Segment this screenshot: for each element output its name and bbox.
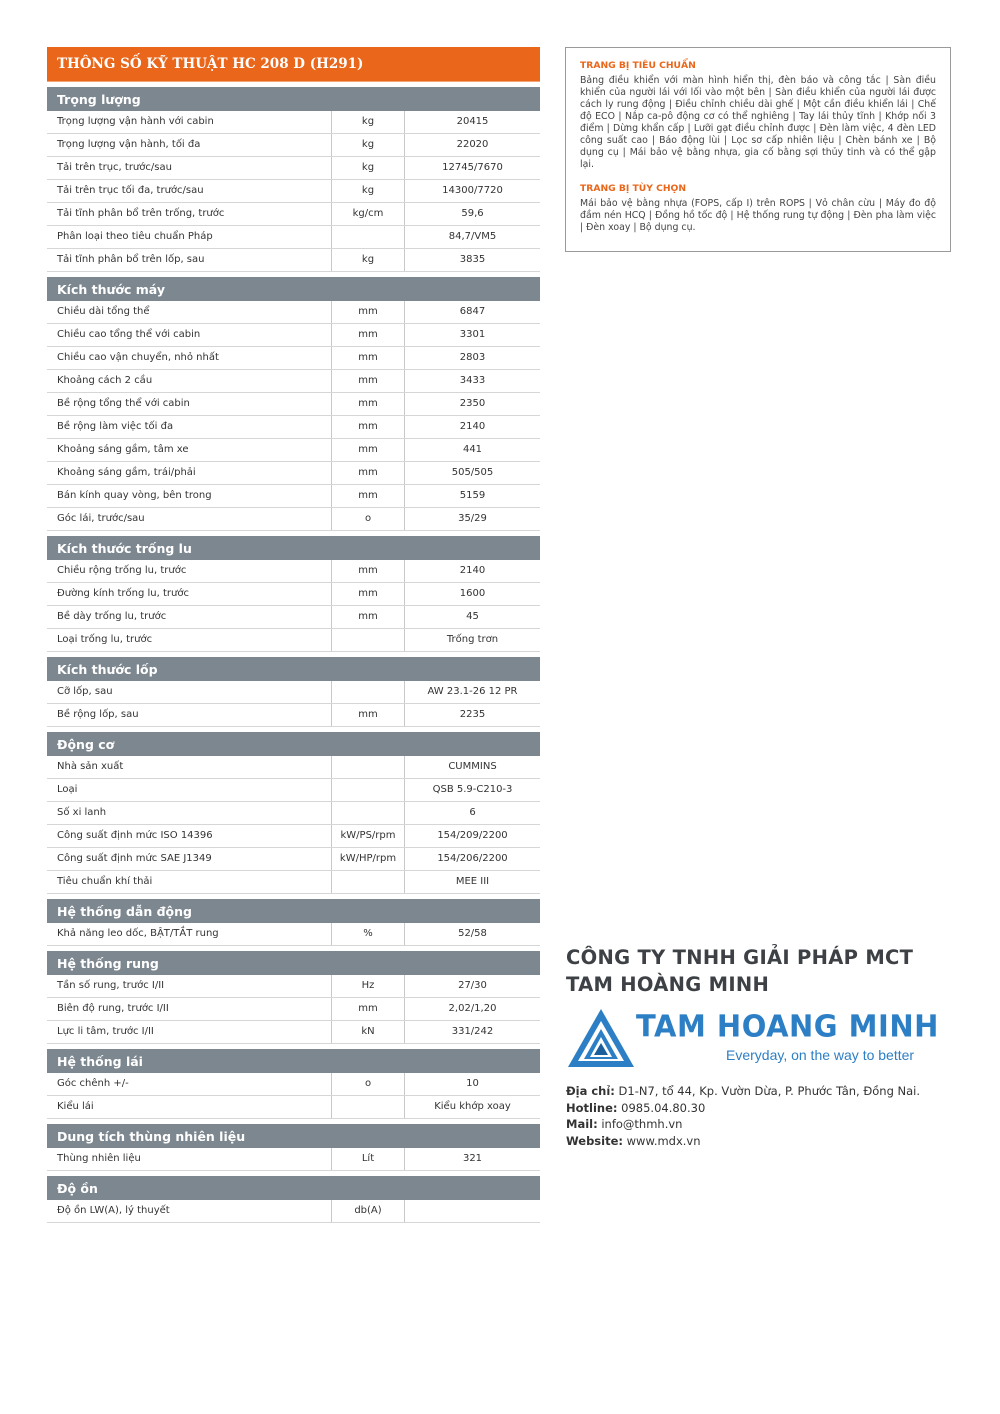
spec-row [47, 629, 540, 652]
spec-unit: kg/cm [331, 203, 405, 225]
spec-value: 2140 [459, 421, 486, 432]
spec-row [47, 560, 540, 583]
spec-label: Chiều dài tổng thể [57, 306, 150, 317]
spec-label: Phân loại theo tiêu chuẩn Pháp [57, 231, 213, 242]
spec-row [47, 111, 540, 134]
spec-label: Cỡ lốp, sau [57, 686, 113, 697]
spec-unit: mm [331, 606, 405, 628]
address-label: Địa chỉ: [566, 1084, 615, 1098]
spec-value: AW 23.1-26 12 PR [427, 686, 518, 697]
spec-value: 3835 [459, 254, 486, 265]
spec-value: 2803 [459, 352, 486, 363]
spec-unit: mm [331, 439, 405, 461]
spec-label: Tải trên trục, trước/sau [57, 162, 172, 173]
spec-row [47, 1148, 540, 1171]
spec-row [47, 923, 540, 946]
spec-value: 6 [469, 807, 476, 818]
spec-unit: mm [331, 485, 405, 507]
spec-row [47, 347, 540, 370]
standard-equipment-heading: TRANG BỊ TIÊU CHUẨN [580, 60, 696, 71]
spec-label: Tải tĩnh phân bổ trên lốp, sau [57, 254, 205, 265]
spec-row [47, 1200, 540, 1223]
spec-value: 441 [462, 444, 483, 455]
spec-value: Trống trơn [446, 634, 499, 645]
spec-row [47, 508, 540, 531]
optional-equipment-text: Mái bảo vệ bằng nhựa (FOPS, cấp I) trên ROPS | Vỏ chân cừu | Máy đo độ đầm nén HCQ | Đồng hồ tốc độ | Hệ thống rung tự động | Đèn pha làm việc | Đèn xoay | Bộ dụng cụ. [580, 198, 936, 233]
spec-row [47, 681, 540, 704]
spec-row [47, 249, 540, 272]
spec-label: Độ ồn LW(A), lý thuyết [57, 1205, 170, 1216]
spec-unit: mm [331, 560, 405, 582]
spec-row [47, 704, 540, 727]
spec-row [47, 802, 540, 825]
spec-value: 20415 [456, 116, 489, 127]
spec-row [47, 301, 540, 324]
spec-label: Biên độ rung, trước I/II [57, 1003, 169, 1014]
website-line [566, 1133, 966, 1150]
spec-unit [331, 226, 405, 248]
spec-value: 22020 [456, 139, 489, 150]
address-line [566, 1083, 966, 1100]
spec-label: Khoảng sáng gầm, trái/phải [57, 467, 196, 478]
spec-row [47, 871, 540, 894]
spec-value: 14300/7720 [442, 185, 503, 196]
spec-value: 2235 [459, 709, 486, 720]
spec-label: Bề rộng lốp, sau [57, 709, 139, 720]
spec-row [47, 439, 540, 462]
spec-label: Lực li tâm, trước I/II [57, 1026, 154, 1037]
company-name-line2: TAM HOÀNG MINH [566, 973, 770, 996]
spec-value: 2,02/1,20 [448, 1003, 497, 1014]
spec-value: 45 [466, 611, 479, 622]
spec-unit: db(A) [331, 1200, 405, 1222]
spec-unit: o [331, 508, 405, 530]
spec-row [47, 180, 540, 203]
mail-label: Mail: [566, 1117, 598, 1131]
spec-value: 154/206/2200 [437, 853, 508, 864]
spec-unit: mm [331, 704, 405, 726]
section-heading: Độ ồn [47, 1176, 540, 1200]
spec-unit: mm [331, 998, 405, 1020]
spec-value [405, 1200, 540, 1222]
spec-value: 321 [462, 1153, 483, 1164]
spec-row [47, 462, 540, 485]
spec-unit: kW/HP/rpm [331, 848, 405, 870]
spec-unit: kg [331, 180, 405, 202]
section-heading: Hệ thống lái [47, 1049, 540, 1073]
spec-label: Tải trên trục tối đa, trước/sau [57, 185, 204, 196]
spec-unit [331, 681, 405, 703]
spec-unit: kN [331, 1021, 405, 1043]
spec-label: Tiêu chuẩn khí thải [57, 876, 153, 887]
spec-unit: kW/PS/rpm [331, 825, 405, 847]
spec-label: Góc chênh +/- [57, 1078, 129, 1089]
spec-row [47, 226, 540, 249]
company-block [566, 944, 966, 1149]
spec-row [47, 583, 540, 606]
hotline-label: Hotline: [566, 1100, 618, 1115]
spec-row [47, 485, 540, 508]
spec-row [47, 157, 540, 180]
spec-row [47, 848, 540, 871]
section-heading: Trọng lượng [47, 87, 540, 111]
company-name-line1: CÔNG TY TNHH GIẢI PHÁP MCT [566, 946, 914, 969]
spec-unit: mm [331, 416, 405, 438]
spec-title: THÔNG SỐ KỸ THUẬT HC 208 D (H291) [47, 47, 540, 82]
section-heading: Kích thước lốp [47, 657, 540, 681]
spec-row [47, 416, 540, 439]
spec-value: 5159 [459, 490, 486, 501]
spec-body [47, 87, 540, 1223]
spec-value: 27/30 [458, 980, 487, 991]
spec-row [47, 1021, 540, 1044]
spec-unit [331, 779, 405, 801]
spec-row [47, 975, 540, 998]
spec-unit: mm [331, 324, 405, 346]
spec-label: Công suất định mức ISO 14396 [57, 830, 213, 841]
spec-label: Bề rộng làm việc tối đa [57, 421, 174, 432]
spec-unit: kg [331, 134, 405, 156]
section-heading: Hệ thống dẫn động [47, 899, 540, 923]
spec-value: MEE III [455, 876, 490, 887]
equipment-box [565, 47, 951, 252]
mail-line [566, 1116, 966, 1133]
spec-row [47, 203, 540, 226]
spec-unit: Hz [331, 975, 405, 997]
section-heading: Kích thước trống lu [47, 536, 540, 560]
spec-unit: % [331, 923, 405, 945]
spec-value: QSB 5.9-C210-3 [432, 784, 513, 795]
spec-value: 505/505 [451, 467, 494, 478]
spec-label: Trọng lượng vận hành, tối đa [57, 139, 201, 150]
spec-row [47, 606, 540, 629]
spec-unit: kg [331, 249, 405, 271]
spec-unit [331, 871, 405, 893]
spec-label: Loại [57, 784, 78, 795]
spec-value: 52/58 [458, 928, 487, 939]
spec-row [47, 324, 540, 347]
contact-info [566, 1083, 966, 1149]
spec-label: Khoảng cách 2 cầu [57, 375, 153, 386]
spec-table [47, 47, 540, 1223]
spec-row [47, 393, 540, 416]
spec-label: Nhà sản xuất [57, 761, 124, 772]
hotline-value[interactable]: 0985.04.80.30 [621, 1100, 706, 1115]
logo-wordmark: TAM HOANG MINH [636, 1008, 939, 1044]
spec-value: 35/29 [458, 513, 487, 524]
spec-row [47, 1073, 540, 1096]
spec-label: Trọng lượng vận hành với cabin [57, 116, 214, 127]
spec-value: 331/242 [451, 1026, 494, 1037]
spec-unit: mm [331, 301, 405, 323]
spec-value: 1600 [459, 588, 486, 599]
spec-label: Khoảng sáng gầm, tâm xe [57, 444, 189, 455]
website-label: Website: [566, 1133, 623, 1148]
spec-row [47, 1096, 540, 1119]
logo-tagline: Everyday, on the way to better [726, 1047, 915, 1063]
hotline-line [566, 1100, 966, 1117]
spec-value: 154/209/2200 [437, 830, 508, 841]
spec-label: Chiều cao vận chuyển, nhỏ nhất [57, 352, 219, 363]
spec-value: 2140 [459, 565, 486, 576]
spec-label: Số xi lanh [57, 807, 107, 818]
spec-unit: mm [331, 370, 405, 392]
spec-value: CUMMINS [448, 761, 497, 772]
spec-unit: kg [331, 157, 405, 179]
address-value: D1-N7, tổ 44, Kp. Vườn Dừa, P. Phước Tân, Đồng Nai. [618, 1084, 921, 1098]
spec-unit [331, 629, 405, 651]
spec-row [47, 134, 540, 157]
spec-label: Chiều rộng trống lu, trước [57, 565, 187, 576]
spec-label: Khả năng leo dốc, BẬT/TẮT rung [57, 928, 219, 939]
spec-label: Bề dày trống lu, trước [57, 611, 167, 622]
spec-label: Tải tĩnh phân bổ trên trống, trước [57, 208, 225, 219]
spec-unit: mm [331, 583, 405, 605]
spec-label: Bán kính quay vòng, bên trong [57, 490, 212, 501]
spec-row [47, 756, 540, 779]
spec-unit: Lít [331, 1148, 405, 1170]
spec-unit [331, 802, 405, 824]
spec-label: Công suất định mức SAE J1349 [57, 853, 212, 864]
spec-row [47, 825, 540, 848]
optional-equipment-heading: TRANG BỊ TÙY CHỌN [580, 183, 687, 194]
spec-label: Góc lái, trước/sau [57, 513, 145, 524]
section-heading: Kích thước máy [47, 277, 540, 301]
spec-unit: mm [331, 393, 405, 415]
spec-value: 6847 [459, 306, 486, 317]
spec-row [47, 370, 540, 393]
spec-label: Đường kính trống lu, trước [57, 588, 189, 599]
section-heading: Động cơ [47, 732, 540, 756]
spec-value: 3433 [459, 375, 486, 386]
section-heading: Hệ thống rung [47, 951, 540, 975]
spec-value: 10 [466, 1078, 479, 1089]
spec-row [47, 998, 540, 1021]
spec-unit [331, 756, 405, 778]
spec-label: Kiểu lái [57, 1101, 94, 1112]
spec-label: Tần số rung, trước I/II [57, 980, 165, 991]
spec-value: 12745/7670 [442, 162, 503, 173]
spec-value: 2350 [459, 398, 486, 409]
standard-equipment-text: Bảng điều khiển với màn hình hiển thị, đèn báo và công tắc | Sàn điều khiển của người lái với lối vào một bên | Sàn điều khiển của người lái được cách ly rung động | Điều chỉnh chiều dài ghế | Một cần điều khiển lái | Chế độ ECO | Nắp ca-pô động cơ có thể nghiêng | Tay lái thủy tĩnh | Khớp nối 3 điểm | Dừng khẩn cấp | Lưỡi gạt điều chỉnh được | Đèn làm việc, 4 đèn LED công suất cao | Báo động lùi | Lọc sơ cấp nhiên liệu | Chèn bánh xe | Bộ dụng cụ | Mái bảo vệ bằng nhựa, gia cố bằng sợi thủy tinh và có thể gập lại. [580, 75, 936, 170]
spec-value: Kiểu khớp xoay [434, 1101, 511, 1112]
spec-label: Bề rộng tổng thể với cabin [57, 398, 190, 409]
company-logo [566, 1007, 966, 1073]
spec-label: Thùng nhiên liệu [57, 1153, 141, 1164]
section-heading: Dung tích thùng nhiên liệu [47, 1124, 540, 1148]
mail-value[interactable]: info@thmh.vn [601, 1117, 683, 1131]
triangle-logo-icon [566, 1007, 636, 1069]
spec-unit: mm [331, 462, 405, 484]
spec-label: Loại trống lu, trước [57, 634, 153, 645]
spec-unit: kg [331, 111, 405, 133]
spec-unit: o [331, 1073, 405, 1095]
spec-value: 3301 [459, 329, 486, 340]
spec-unit [331, 1096, 405, 1118]
spec-row [47, 779, 540, 802]
spec-label: Chiều cao tổng thể với cabin [57, 329, 201, 340]
spec-value: 84,7/VM5 [448, 231, 497, 242]
website-value[interactable]: www.mdx.vn [626, 1133, 701, 1148]
spec-value: 59,6 [461, 208, 484, 219]
spec-unit: mm [331, 347, 405, 369]
